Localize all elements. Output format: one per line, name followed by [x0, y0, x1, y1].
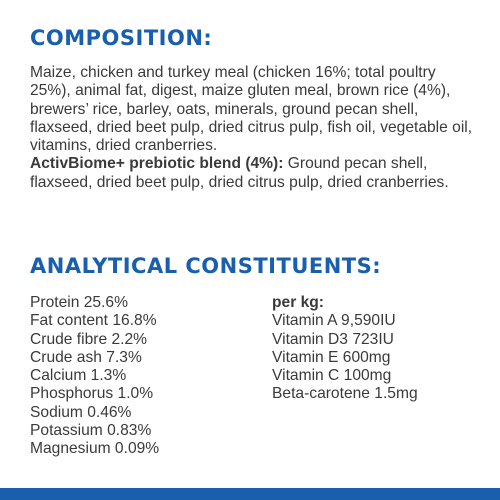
vitamins-list	[272, 294, 418, 404]
vitamin-item: Beta-carotene 1.5mg	[272, 385, 418, 403]
prebiotic-blend-ingredients: Ground pecan shell, flaxseed, dried beet pulp, dried citrus pulp, dried cranberries.	[30, 155, 449, 191]
constituent-item: Sodium 0.46%	[30, 403, 132, 421]
constituent-item: Potassium 0.83%	[30, 422, 152, 440]
constituent-item: Fat content 16.8%	[30, 312, 157, 330]
constituent-item: Magnesium 0.09%	[30, 440, 160, 458]
vitamin-item: Vitamin C 100mg	[272, 367, 392, 385]
constituents-list	[30, 294, 159, 459]
bottom-accent-bar	[0, 488, 500, 500]
constituent-item: Crude ash 7.3%	[30, 348, 142, 366]
constituent-item: Calcium 1.3%	[30, 367, 127, 385]
constituent-item: Phosphorus 1.0%	[30, 385, 154, 403]
composition-ingredients: Maize, chicken and turkey meal (chicken 16%; total poultry 25%), animal fat, digest, maize gluten meal, brown rice (4%), brewers’ rice, barley, oats, minerals, ground pecan shell, flaxseed, dried beet pulp, dried citrus pulp, fish oil, vegetable oil, vitamins, dried cranberries.	[30, 64, 473, 155]
constituent-item: Crude fibre 2.2%	[30, 330, 148, 348]
vitamin-item: Vitamin E 600mg	[272, 348, 391, 366]
composition-text	[30, 64, 480, 192]
composition-heading: COMPOSITION:	[30, 26, 213, 50]
prebiotic-blend-label: ActivBiome+ prebiotic blend (4%):	[30, 155, 284, 173]
vitamin-item: Vitamin D3 723IU	[272, 330, 394, 348]
analytical-constituents-heading: ANALYTICAL CONSTITUENTS:	[30, 254, 382, 278]
per-kg-label: per kg:	[272, 294, 324, 311]
vitamin-item: Vitamin A 9,590IU	[272, 312, 396, 330]
constituent-item: Protein 25.6%	[30, 294, 128, 311]
